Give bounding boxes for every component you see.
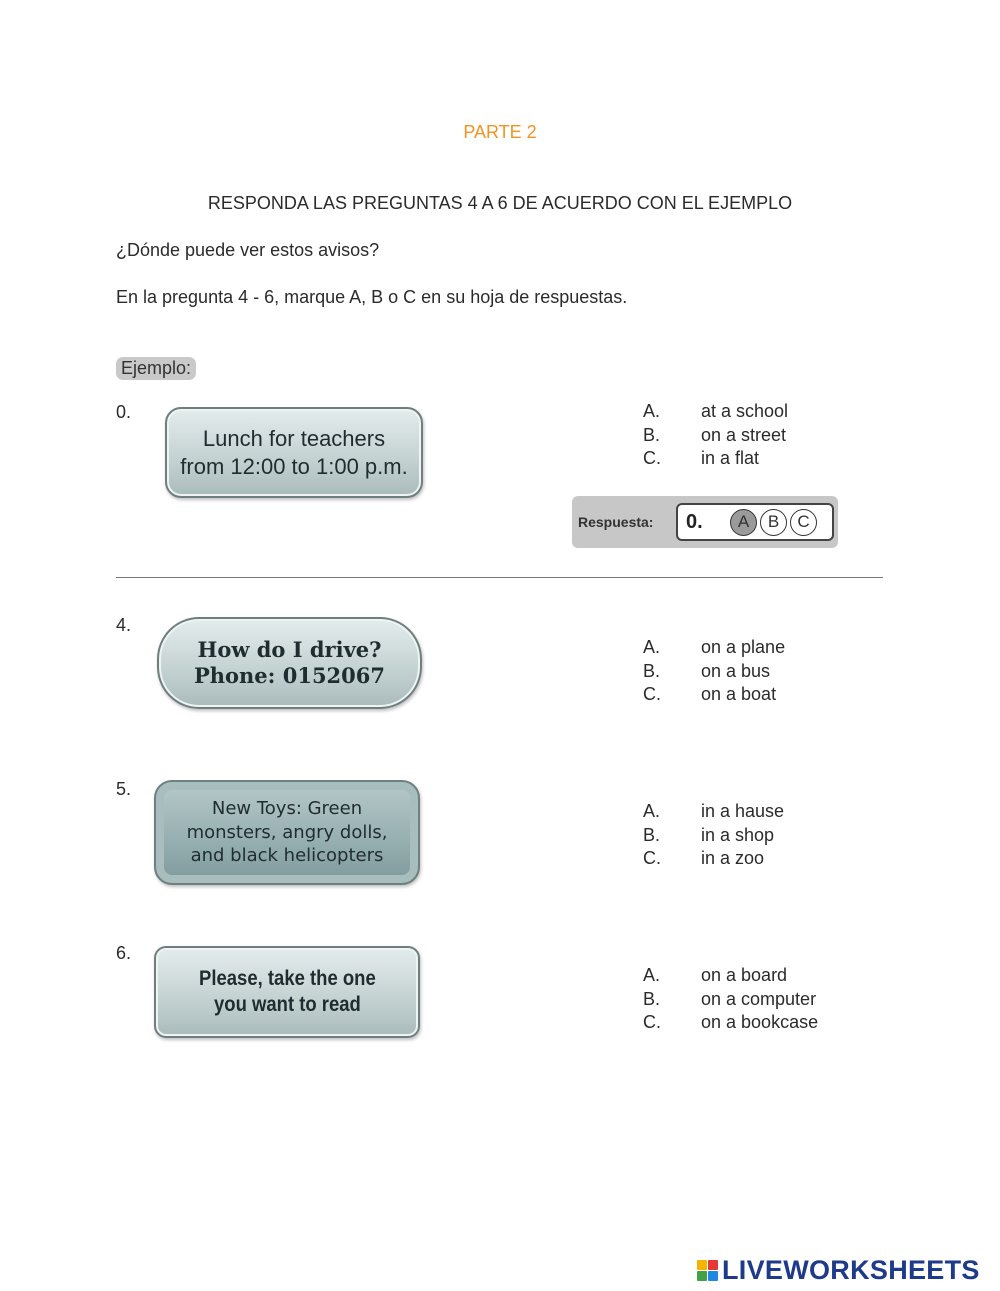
logo-square bbox=[697, 1260, 707, 1270]
sign-line: Lunch for teachers bbox=[202, 426, 386, 451]
logo-square bbox=[708, 1271, 718, 1281]
answer-box bbox=[572, 496, 838, 548]
answer-label: Respuesta: bbox=[578, 514, 654, 530]
question-5-number: 5. bbox=[116, 779, 132, 799]
liveworksheets-logo bbox=[697, 1255, 980, 1286]
example-sign bbox=[165, 407, 423, 498]
question-4-options bbox=[643, 636, 785, 707]
logo-text: LIVEWORKSHEETS bbox=[722, 1255, 980, 1285]
answer-choice-a: A bbox=[730, 509, 757, 536]
answer-choice-c: C bbox=[790, 509, 817, 536]
section-divider bbox=[116, 577, 883, 578]
option-b[interactable]: B. in a shop bbox=[643, 824, 775, 845]
logo-square bbox=[697, 1271, 707, 1281]
question-6-options bbox=[643, 964, 818, 1035]
question-5-options bbox=[643, 800, 784, 871]
answer-choice-b: B bbox=[760, 509, 787, 536]
option-c[interactable]: C. in a zoo bbox=[643, 848, 765, 869]
instruction-heading: RESPONDA LAS PREGUNTAS 4 A 6 DE ACUERDO CON EL EJEMPLO bbox=[207, 193, 793, 213]
question-5-sign bbox=[154, 780, 420, 885]
logo-square bbox=[708, 1260, 718, 1270]
option-c: C. in a flat bbox=[643, 448, 760, 469]
option-a[interactable]: A. on a board bbox=[643, 965, 788, 986]
example-label: Ejemplo: bbox=[116, 357, 196, 380]
answer-sheet bbox=[676, 503, 834, 541]
sign-line: monsters, angry dolls, bbox=[186, 821, 388, 843]
sign-line: New Toys: Green bbox=[211, 798, 363, 820]
option-b[interactable]: B. on a computer bbox=[643, 988, 817, 1009]
answer-instruction: En la pregunta 4 - 6, marque A, B o C en su hoja de respuestas. bbox=[116, 287, 628, 307]
option-c[interactable]: C. on a boat bbox=[643, 684, 777, 705]
sign-line: Phone: 0152067 bbox=[193, 663, 386, 688]
question-4-sign bbox=[157, 617, 422, 709]
option-b: B. on a street bbox=[643, 424, 787, 445]
option-a: A. at a school bbox=[643, 401, 789, 422]
question-4-number: 4. bbox=[116, 615, 132, 635]
example-number: 0. bbox=[116, 402, 132, 422]
sign-line: from 12:00 to 1:00 p.m. bbox=[180, 453, 408, 479]
sign-line: and black helicopters bbox=[190, 845, 384, 867]
question-6-number: 6. bbox=[116, 943, 132, 963]
option-b[interactable]: B. on a bus bbox=[643, 660, 771, 681]
sign-line: Please, take the one bbox=[198, 966, 376, 990]
option-c[interactable]: C. on a bookcase bbox=[643, 1012, 819, 1033]
logo-icon bbox=[697, 1260, 718, 1281]
option-a[interactable]: A. in a hause bbox=[643, 801, 785, 822]
question-line: ¿Dónde puede ver estos avisos? bbox=[116, 240, 380, 260]
part-title: PARTE 2 bbox=[463, 122, 537, 142]
sign-line: How do I drive? bbox=[197, 636, 382, 662]
option-a[interactable]: A. on a plane bbox=[643, 637, 786, 658]
answer-number: 0. bbox=[686, 510, 703, 533]
question-6-sign bbox=[154, 946, 420, 1038]
sign-line: you want to read bbox=[213, 993, 361, 1016]
example-options bbox=[643, 400, 788, 471]
